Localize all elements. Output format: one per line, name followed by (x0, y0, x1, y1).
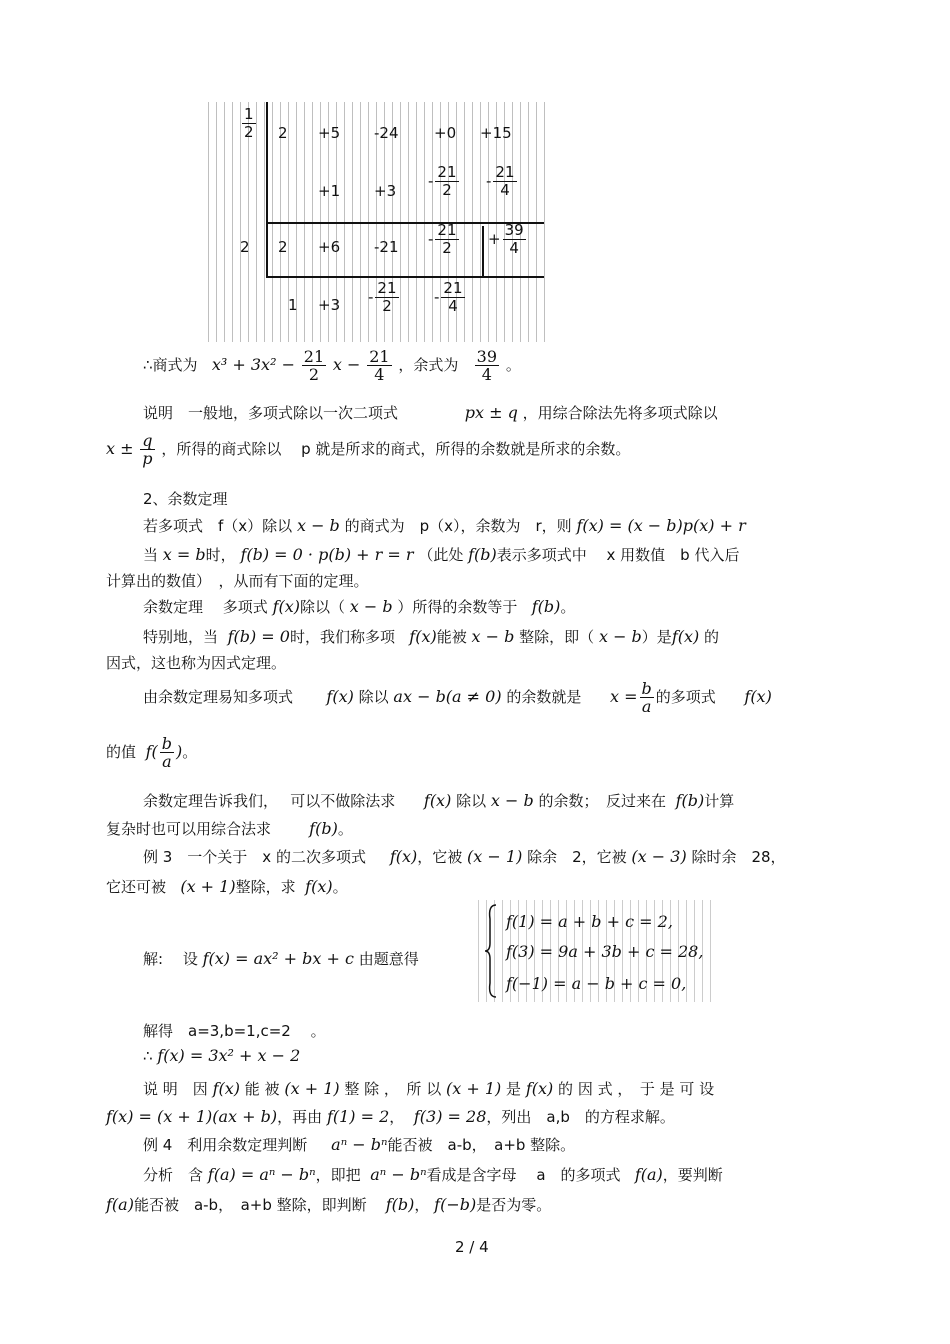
example-3-line: 例 3 一个关于 x 的二次多项式 f(x)，它被 (x − 1) 除余 2，它被 (x − 3) 除时余 28， (143, 847, 786, 866)
remainder-bar (482, 226, 484, 276)
text-line: 的值 f( $\frac{b}{a}$ )。 (106, 734, 198, 771)
fraction-cell: - $\frac{21}{2}$ (428, 221, 457, 257)
text-line: 解得 a=3,b=1,c=2 。 (143, 1022, 326, 1040)
divisor-label: 2 (240, 238, 250, 256)
text-line: 计算出的数值） ，从而有下面的定理。 (106, 572, 369, 590)
text-line: 复杂时也可以用综合法求 f(b)。 (106, 819, 353, 838)
remainder-cell: + $\frac{39}{4}$ (488, 221, 524, 257)
synthetic-division-table (208, 102, 548, 342)
equation-1: f(1) = a + b + c = 2, (506, 912, 673, 931)
note-line: 说明 一般地，多项式除以一次二项式 px ± q ，用综合除法先将多项式除以 (143, 403, 718, 422)
coef-cell: +6 (318, 238, 341, 256)
coef-cell: 2 (278, 238, 288, 256)
fraction-cell: - $\frac{21}{4}$ (434, 279, 463, 315)
text-line: f(x) = (x + 1)(ax + b)，再由 f(1) = 2， f(3) = 28，列出 a,b 的方程求解。 (106, 1107, 675, 1126)
text-line: 因式，这也称为因式定理。 (106, 654, 287, 672)
text-line: 说 明 因 f(x) 能 被 (x + 1) 整 除 ， 所 以 (x + 1) 是 f(x) 的 因 式 ， 于 是 可 设 (143, 1079, 715, 1098)
coef-cell: +3 (318, 296, 341, 314)
coef-cell: +15 (480, 124, 512, 142)
coef-cell: -21 (374, 238, 399, 256)
text-line: 特别地，当 f(b) = 0时，我们称多项 f(x)能被 x − b 整除，即（ x − b）是f(x) 的 (143, 627, 720, 646)
text-line: 若多项式 f（x）除以 x − b 的商式为 p（x），余数为 r，则 f(x) = (x − b)p(x) + r (143, 516, 746, 535)
equation-3: f(−1) = a − b + c = 0, (506, 974, 687, 993)
result-line: ∴ f(x) = 3x² + x − 2 (143, 1046, 301, 1065)
coef-cell: +3 (374, 182, 397, 200)
quotient-line: ∴商式为 x³ + 3x² − $\frac{21}{2}$ x − $\frac{21}{4}$ ，余式为 $\frac{39}{4}$ 。 (143, 347, 521, 384)
division-vertical-line (266, 102, 268, 278)
theorem-line: 余数定理 多项式 f(x)除以（ x − b ）所得的余数等于 f(b)。 (143, 597, 576, 616)
page-number: 2 / 4 (455, 1238, 489, 1256)
coef-cell: +5 (318, 124, 341, 142)
coef-cell: +1 (318, 182, 341, 200)
divisor-fraction: $\frac{1}{2}$ (244, 105, 254, 141)
left-brace-icon (484, 903, 498, 999)
equation-2: f(3) = 9a + 3b + c = 28, (506, 942, 704, 961)
division-rule (266, 276, 544, 278)
text-line: 由余数定理易知多项式 f(x) 除以 ax − b(a ≠ 0) 的余数就是 x = $\frac{b}{a}$ 的多项式 f(x) (143, 679, 772, 716)
coef-cell: 2 (278, 124, 288, 142)
text-line: 余数定理告诉我们， 可以不做除法求 f(x) 除以 x − b 的余数； 反过来在 f(b)计算 (143, 791, 735, 810)
text-line: 当 x = b时， f(b) = 0 · p(b) + r = r （此处 f(b)表示多项式中 x 用数值 b 代入后 (143, 545, 740, 564)
fraction-cell: - $\frac{21}{4}$ (486, 163, 515, 199)
coef-cell: 1 (288, 296, 298, 314)
solution-line: 解: 设 f(x) = ax² + bx + c 由题意得 (143, 949, 419, 968)
example-4-line: 例 4 利用余数定理判断 aⁿ − bⁿ能否被 a-b， a+b 整除。 (143, 1135, 576, 1154)
fraction-cell: - $\frac{21}{2}$ (428, 163, 457, 199)
section-heading: 2、余数定理 (143, 490, 228, 508)
text-line: f(a)能否被 a-b， a+b 整除，即判断 f(b)， f(−b)是否为零。 (106, 1195, 552, 1214)
coef-cell: -24 (374, 124, 399, 142)
text-line: 分析 含 f(a) = aⁿ − bⁿ，即把 aⁿ − bⁿ看成是含字母 a 的多项式 f(a)，要判断 (143, 1165, 723, 1184)
equation-system (478, 900, 718, 1002)
note-line-2: x ± $\frac{q}{p}$ ，所得的商式除以 p 就是所求的商式，所得的余数就是所求的余数。 (106, 431, 631, 468)
text-line: 它还可被 (x + 1)整除，求 f(x)。 (106, 877, 348, 896)
fraction-cell: - $\frac{21}{2}$ (368, 279, 397, 315)
coef-cell: +0 (434, 124, 457, 142)
